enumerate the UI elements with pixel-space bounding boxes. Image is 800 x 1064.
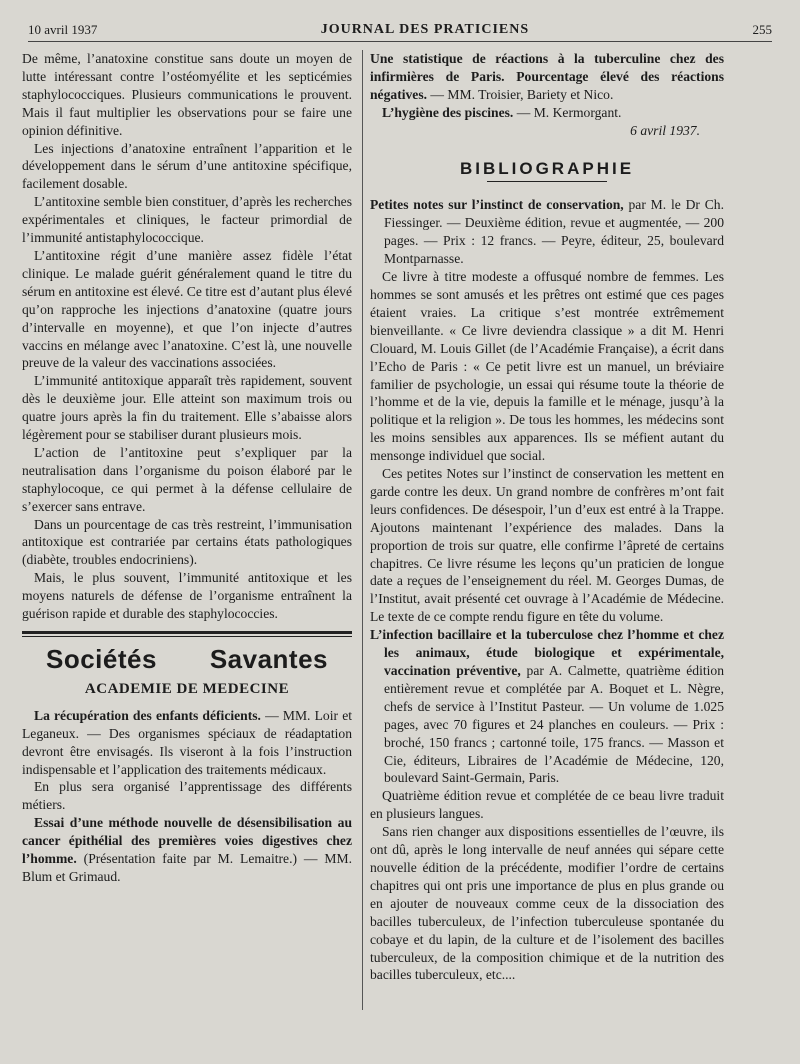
paragraph: Mais, le plus souvent, l’immunité antitoxique et les moyens naturels de défense de l’organisme entraînent la guérison rapide et durable des staphylococcies. [22, 570, 352, 622]
paragraph: L’antitoxine semble bien constituer, d’après les recherches expérimentales et cliniques, le facteur primordial de l’immunité antistaphylococcique. [22, 194, 352, 246]
paragraph: L’action de l’antitoxine peut s’expliquer par la neutralisation dans l’organisme du poison élaboré par le staphylocoque, ce qui permet à la défense cellulaire de s’exercer sans entrave. [22, 444, 352, 514]
paragraph: Dans un pourcentage de cas très restreint, l’immunisation antitoxique est contrariée par certains états pathologiques (diabète, troubles endocriniens). [22, 516, 352, 568]
paragraph: L’antitoxine régit d’une manière assez fidèle l’état clinique. Le malade guérit généralement quand le titre du sérum en antitoxine est élevé. Ce titre est d’autant plus élevé qu’on rapproche les injections d’anatoxine (quatre jours d’intervalle en moyenne), et que l’on injecte d’autres vaccins en mélange avec l’anatoxine. C’est là, une nouvelle preuve de la valeur des vaccinations associées. [22, 247, 352, 371]
book-entry: Petites notes sur l’instinct de conservation, par M. le Dr Ch. Fiessinger. — Deuxième édition, revue et augmentée, — 200 pages. — Prix : 12 francs. — Peyre, éditeur, 25, boulevard Montparnasse. [370, 197, 724, 267]
bibliographie-heading: BIBLIOGRAPHIE [459, 158, 635, 178]
academie-heading: ACADEMIE DE MEDECINE [84, 680, 290, 697]
paragraph: En plus sera organisé l’apprentissage des différents métiers. [22, 779, 352, 813]
heading-rule [487, 181, 607, 182]
communication-item: La récupération des enfants déficients. — MM. Loir et Leganeux. — Des organismes spéciaux de réadaptation devront être envisagés. Ils viseront à la fois l’instruction indispensable et l’application des traitements médicaux. [22, 707, 352, 777]
paragraph: Sans rien changer aux dispositions essentielles de l’œuvre, ils ont dû, après le long intervalle de neuf années qui sépare cette nouvelle édition de la précédente, modifier l’ordre de certains chapitres qui ont pris une importance de plus en plus grande ou en ajouter de nouveaux comme ceux de la dissociation des bacilles tuberculeux, de l’infection tuberculeuse spontanée du cobaye et du lapin, de la culture et de l’isolement des bacilles tuberculeux, de la composition chimique et de la nutrition des bacilles tuberculeux, etc.... [370, 824, 724, 983]
section-rule [22, 631, 352, 634]
paragraph: De même, l’anatoxine constitue sans doute un moyen de lutte intéressant contre l’ostéomyélite et les septicémies staphylococciques. Plusieurs communications le prouvent. Mais il faut multiplier les observations pour se faire une opinion définitive. [22, 51, 352, 138]
paragraph: L’immunité antitoxique apparaît très rapidement, souvent dès le deuxième jour. Elle atteint son maximum trois ou quatre jours après la fin du traitement. Elle s’abaisse alors légèrement pour se stabiliser durant plusieurs mois. [22, 373, 352, 443]
paragraph: Les injections d’anatoxine entraînent l’apparition et le développement dans le sérum d’une antitoxine spécifique, facilement dosable. [22, 140, 352, 192]
right-column [370, 50, 724, 984]
journal-title: JOURNAL DES PRATICIENS [320, 22, 530, 37]
column-divider [362, 50, 363, 1010]
header-date: 10 avril 1937 [28, 22, 98, 37]
paragraph: Quatrième édition revue et complétée de ce beau livre traduit en plusieurs langues. [370, 788, 724, 822]
session-date: 6 avril 1937. [630, 122, 700, 138]
paragraph: Ce livre à titre modeste a offusqué nombre de femmes. Les hommes se sont amusés et les prêtres ont estimé que ces pages étaient vraies. La critique s’est montrée extrêmement bienveillante. « Ce livre deviendra classique » a dit M. Henri Clouard, M. Louis Gillet (de l’Académie Française), a écrit dans l’Echo de Paris : « Ce petit livre est un manuel, un bréviaire familier de psychologie, un essai qui résume toute la théorie de l’homme et de la vie, depuis la famille et le ménage, jusqu’à la politique et la religion ». De tous les hommes, les médecins sont les moins sensibles aux apparences. Ils se méfient autant du mensonge individuel que social. [370, 269, 724, 464]
communication-item: Une statistique de réactions à la tuberculine chez des infirmières de Paris. Pourcentage élevé des réactions négatives. — MM. Troisier, Bariety et Nico. [370, 51, 724, 102]
section-rule-thin [22, 636, 352, 637]
societes-savantes-heading: Sociétés Savantes [46, 644, 328, 674]
page-number: 255 [752, 22, 772, 37]
left-column [22, 50, 352, 886]
paragraph: Ces petites Notes sur l’instinct de conservation les mettent en garde contre les deux. Un grand nombre de confrères m’ont fait leurs confidences. De désespoir, l’un d’eux est entré à la Trappe. Ajoutons maintenant l’expérience des malades. Dans la proportion de trois sur quatre, elle confirme l’âpreté de certains chapitres. Ce livre résume les leçons qu’un praticien de longue date a reçues de l’enseignement du réel. M. Georges Dumas, de l’Institut, avait présenté cet ouvrage à l’Académie de Médecine. Le texte de ce compte rendu figure en tête du volume. [370, 466, 724, 625]
page-header [28, 12, 772, 42]
book-entry: L’infection bacillaire et la tuberculose chez l’homme et chez les animaux, étude biologique et expérimentale, vaccination préventive, par A. Calmette, quatrième édition entièrement revue et complétée par A. Boquet et L. Nègre, chefs de service à l’Institut Pasteur. — Un volume de 1.025 pages, avec 70 figures et 24 planches en couleurs. — Prix : broché, 150 francs ; cartonné toile, 175 francs. — Masson et Cie, éditeurs, Libraires de l’Académie de Médecine, 120, boulevard Saint-Germain, Paris. [370, 627, 725, 786]
communication-item: L’hygiène des piscines. — M. Kermorgant. [382, 104, 622, 120]
communication-item: Essai d’une méthode nouvelle de désensibilisation au cancer épithélial des premières voies digestives chez l’homme. (Présentation faite par M. Lemaitre.) — MM. Blum et Grimaud. [22, 815, 352, 884]
